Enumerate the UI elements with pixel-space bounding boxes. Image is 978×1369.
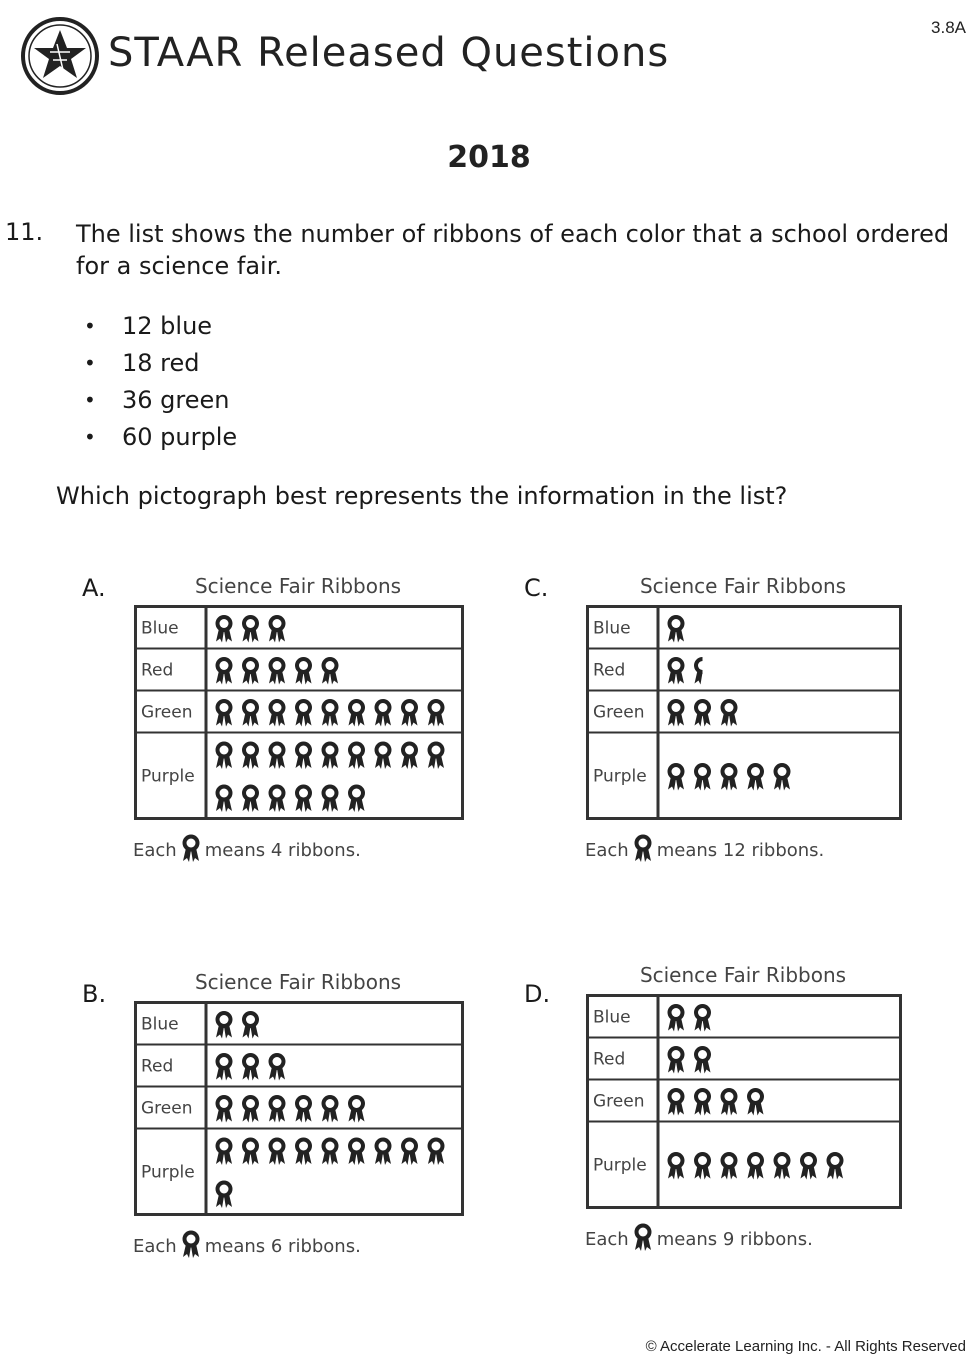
bullet: • [84, 351, 96, 375]
ribbon-icon [632, 833, 654, 868]
option-b-letter[interactable]: B. [82, 980, 107, 1008]
ribbon-icon [668, 763, 685, 791]
ribbon-icon [295, 785, 312, 813]
option-a-title: Science Fair Ribbons [194, 574, 402, 598]
ribbon-icon [242, 1011, 259, 1039]
ribbon-icon [800, 1152, 817, 1180]
ribbon-icon [269, 1053, 286, 1081]
ribbon-icon [295, 1095, 312, 1123]
ribbon-icon [694, 1088, 711, 1116]
ribbon-icon [668, 657, 685, 685]
ribbon-icon [269, 742, 286, 770]
option-c-key [585, 833, 824, 868]
row-label: Blue [141, 618, 179, 639]
ribbon-icon [322, 699, 339, 727]
row-label: Green [141, 702, 193, 723]
ribbon-icon [216, 1011, 233, 1039]
ribbon-icon [242, 1138, 259, 1166]
ribbon-icon [428, 1138, 445, 1166]
ribbon-icon [375, 742, 392, 770]
row-label: Green [593, 1091, 645, 1112]
ribbon-icon [269, 1095, 286, 1123]
key-suffix: means 6 ribbons. [204, 1236, 361, 1257]
ribbon-icon [401, 742, 418, 770]
ribbon-icon [322, 785, 339, 813]
list-item-text: 36 green [122, 386, 230, 414]
row-label: Blue [141, 1014, 179, 1035]
ribbon-list [84, 310, 237, 458]
ribbon-icon [774, 1152, 791, 1180]
ribbon-icon [216, 1181, 233, 1209]
ribbon-icon [774, 763, 791, 791]
ribbon-icon [747, 1088, 764, 1116]
ribbon-icon [322, 1095, 339, 1123]
row-label: Purple [141, 1162, 195, 1183]
list-item [84, 310, 237, 347]
ribbon-icon [322, 742, 339, 770]
option-b-title: Science Fair Ribbons [194, 970, 402, 994]
list-item [84, 421, 237, 458]
ribbon-icon [216, 742, 233, 770]
ribbon-icon [348, 1095, 365, 1123]
ribbon-icon [747, 1152, 764, 1180]
option-c-title: Science Fair Ribbons [639, 574, 847, 598]
star-logo-icon [20, 16, 100, 96]
row-label: Red [593, 660, 626, 681]
ribbon-icon [375, 699, 392, 727]
standard-code: 3.8A [931, 18, 966, 37]
year-heading: 2018 [447, 140, 531, 175]
option-d-title: Science Fair Ribbons [639, 963, 847, 987]
option-d-key [585, 1222, 813, 1257]
ribbon-icon [694, 763, 711, 791]
ribbon-icon [827, 1152, 844, 1180]
bullet: • [84, 425, 96, 449]
ribbon-icon [721, 1152, 738, 1180]
ribbon-icon [375, 1138, 392, 1166]
option-a-pictograph[interactable] [134, 605, 464, 821]
option-d-pictograph[interactable] [586, 994, 902, 1210]
ribbon-icon [694, 1152, 711, 1180]
row-label: Blue [593, 618, 631, 639]
ribbon-icon [668, 1004, 685, 1032]
row-label: Purple [141, 766, 195, 787]
copyright-footer: © Accelerate Learning Inc. - All Rights Reserved [645, 1338, 966, 1355]
ribbon-icon [242, 742, 259, 770]
ribbon-icon [242, 1053, 259, 1081]
row-label: Red [141, 1056, 174, 1077]
ribbon-icon [668, 699, 685, 727]
list-item [84, 347, 237, 384]
ribbon-icon [269, 785, 286, 813]
ribbon-icon [242, 657, 259, 685]
key-prefix: Each [133, 840, 177, 861]
row-label: Green [593, 702, 645, 723]
ribbon-icon [322, 1138, 339, 1166]
ribbon-icon [348, 742, 365, 770]
ribbon-icon [295, 742, 312, 770]
ribbon-icon [242, 785, 259, 813]
ribbon-icon [348, 785, 365, 813]
ribbon-icon [216, 615, 233, 643]
ribbon-icon [295, 1138, 312, 1166]
list-item-text: 60 purple [122, 423, 238, 451]
ribbon-icon [428, 742, 445, 770]
ribbon-icon [721, 699, 738, 727]
option-b-pictograph[interactable] [134, 1001, 464, 1217]
ribbon-icon [216, 1095, 233, 1123]
list-item-text: 18 red [122, 349, 200, 377]
ribbon-icon [694, 1004, 711, 1032]
ribbon-icon [216, 657, 233, 685]
bullet: • [84, 314, 96, 338]
key-prefix: Each [585, 840, 629, 861]
ribbon-icon [348, 1138, 365, 1166]
ribbon-icon [216, 1053, 233, 1081]
ribbon-icon [295, 657, 312, 685]
ribbon-icon [632, 1222, 654, 1257]
option-d-letter[interactable]: D. [524, 980, 551, 1008]
ribbon-icon [322, 657, 339, 685]
key-suffix: means 4 ribbons. [204, 840, 361, 861]
question-prompt: Which pictograph best represents the information in the list? [56, 482, 788, 510]
key-prefix: Each [585, 1229, 629, 1250]
row-label: Red [141, 660, 174, 681]
ribbon-icon [216, 699, 233, 727]
ribbon-icon [694, 1046, 711, 1074]
ribbon-icon [694, 699, 711, 727]
bullet: • [84, 388, 96, 412]
row-label: Red [593, 1049, 626, 1070]
ribbon-icon [269, 615, 286, 643]
option-a-letter[interactable]: A. [82, 574, 106, 602]
half-ribbon-icon [694, 657, 711, 685]
ribbon-icon [180, 1229, 202, 1264]
ribbon-icon [216, 785, 233, 813]
ribbon-icon [668, 1152, 685, 1180]
ribbon-icon [242, 699, 259, 727]
ribbon-icon [721, 1088, 738, 1116]
option-a-key [133, 833, 361, 868]
key-suffix: means 9 ribbons. [656, 1229, 813, 1250]
question-number: 11. [5, 218, 44, 246]
list-item [84, 384, 237, 421]
ribbon-icon [242, 615, 259, 643]
option-c-letter[interactable]: C. [524, 574, 549, 602]
ribbon-icon [668, 1046, 685, 1074]
ribbon-icon [721, 763, 738, 791]
key-suffix: means 12 ribbons. [656, 840, 825, 861]
option-b-key [133, 1229, 361, 1264]
page-header-title: STAAR Released Questions [108, 30, 670, 76]
ribbon-icon [401, 699, 418, 727]
ribbon-icon [401, 1138, 418, 1166]
ribbon-icon [216, 1138, 233, 1166]
ribbon-icon [348, 699, 365, 727]
ribbon-icon [269, 699, 286, 727]
row-label: Purple [593, 766, 647, 787]
row-label: Purple [593, 1155, 647, 1176]
row-label: Blue [593, 1007, 631, 1028]
ribbon-icon [668, 1088, 685, 1116]
key-prefix: Each [133, 1236, 177, 1257]
ribbon-icon [428, 699, 445, 727]
ribbon-icon [269, 1138, 286, 1166]
ribbon-icon [180, 833, 202, 868]
ribbon-icon [242, 1095, 259, 1123]
row-label: Green [141, 1098, 193, 1119]
ribbon-icon [668, 615, 685, 643]
question-text: The list shows the number of ribbons of each color that a school ordered for a science fair. [76, 220, 950, 280]
ribbon-icon [295, 699, 312, 727]
option-c-pictograph[interactable] [586, 605, 902, 821]
ribbon-icon [747, 763, 764, 791]
ribbon-icon [269, 657, 286, 685]
list-item-text: 12 blue [122, 312, 213, 340]
